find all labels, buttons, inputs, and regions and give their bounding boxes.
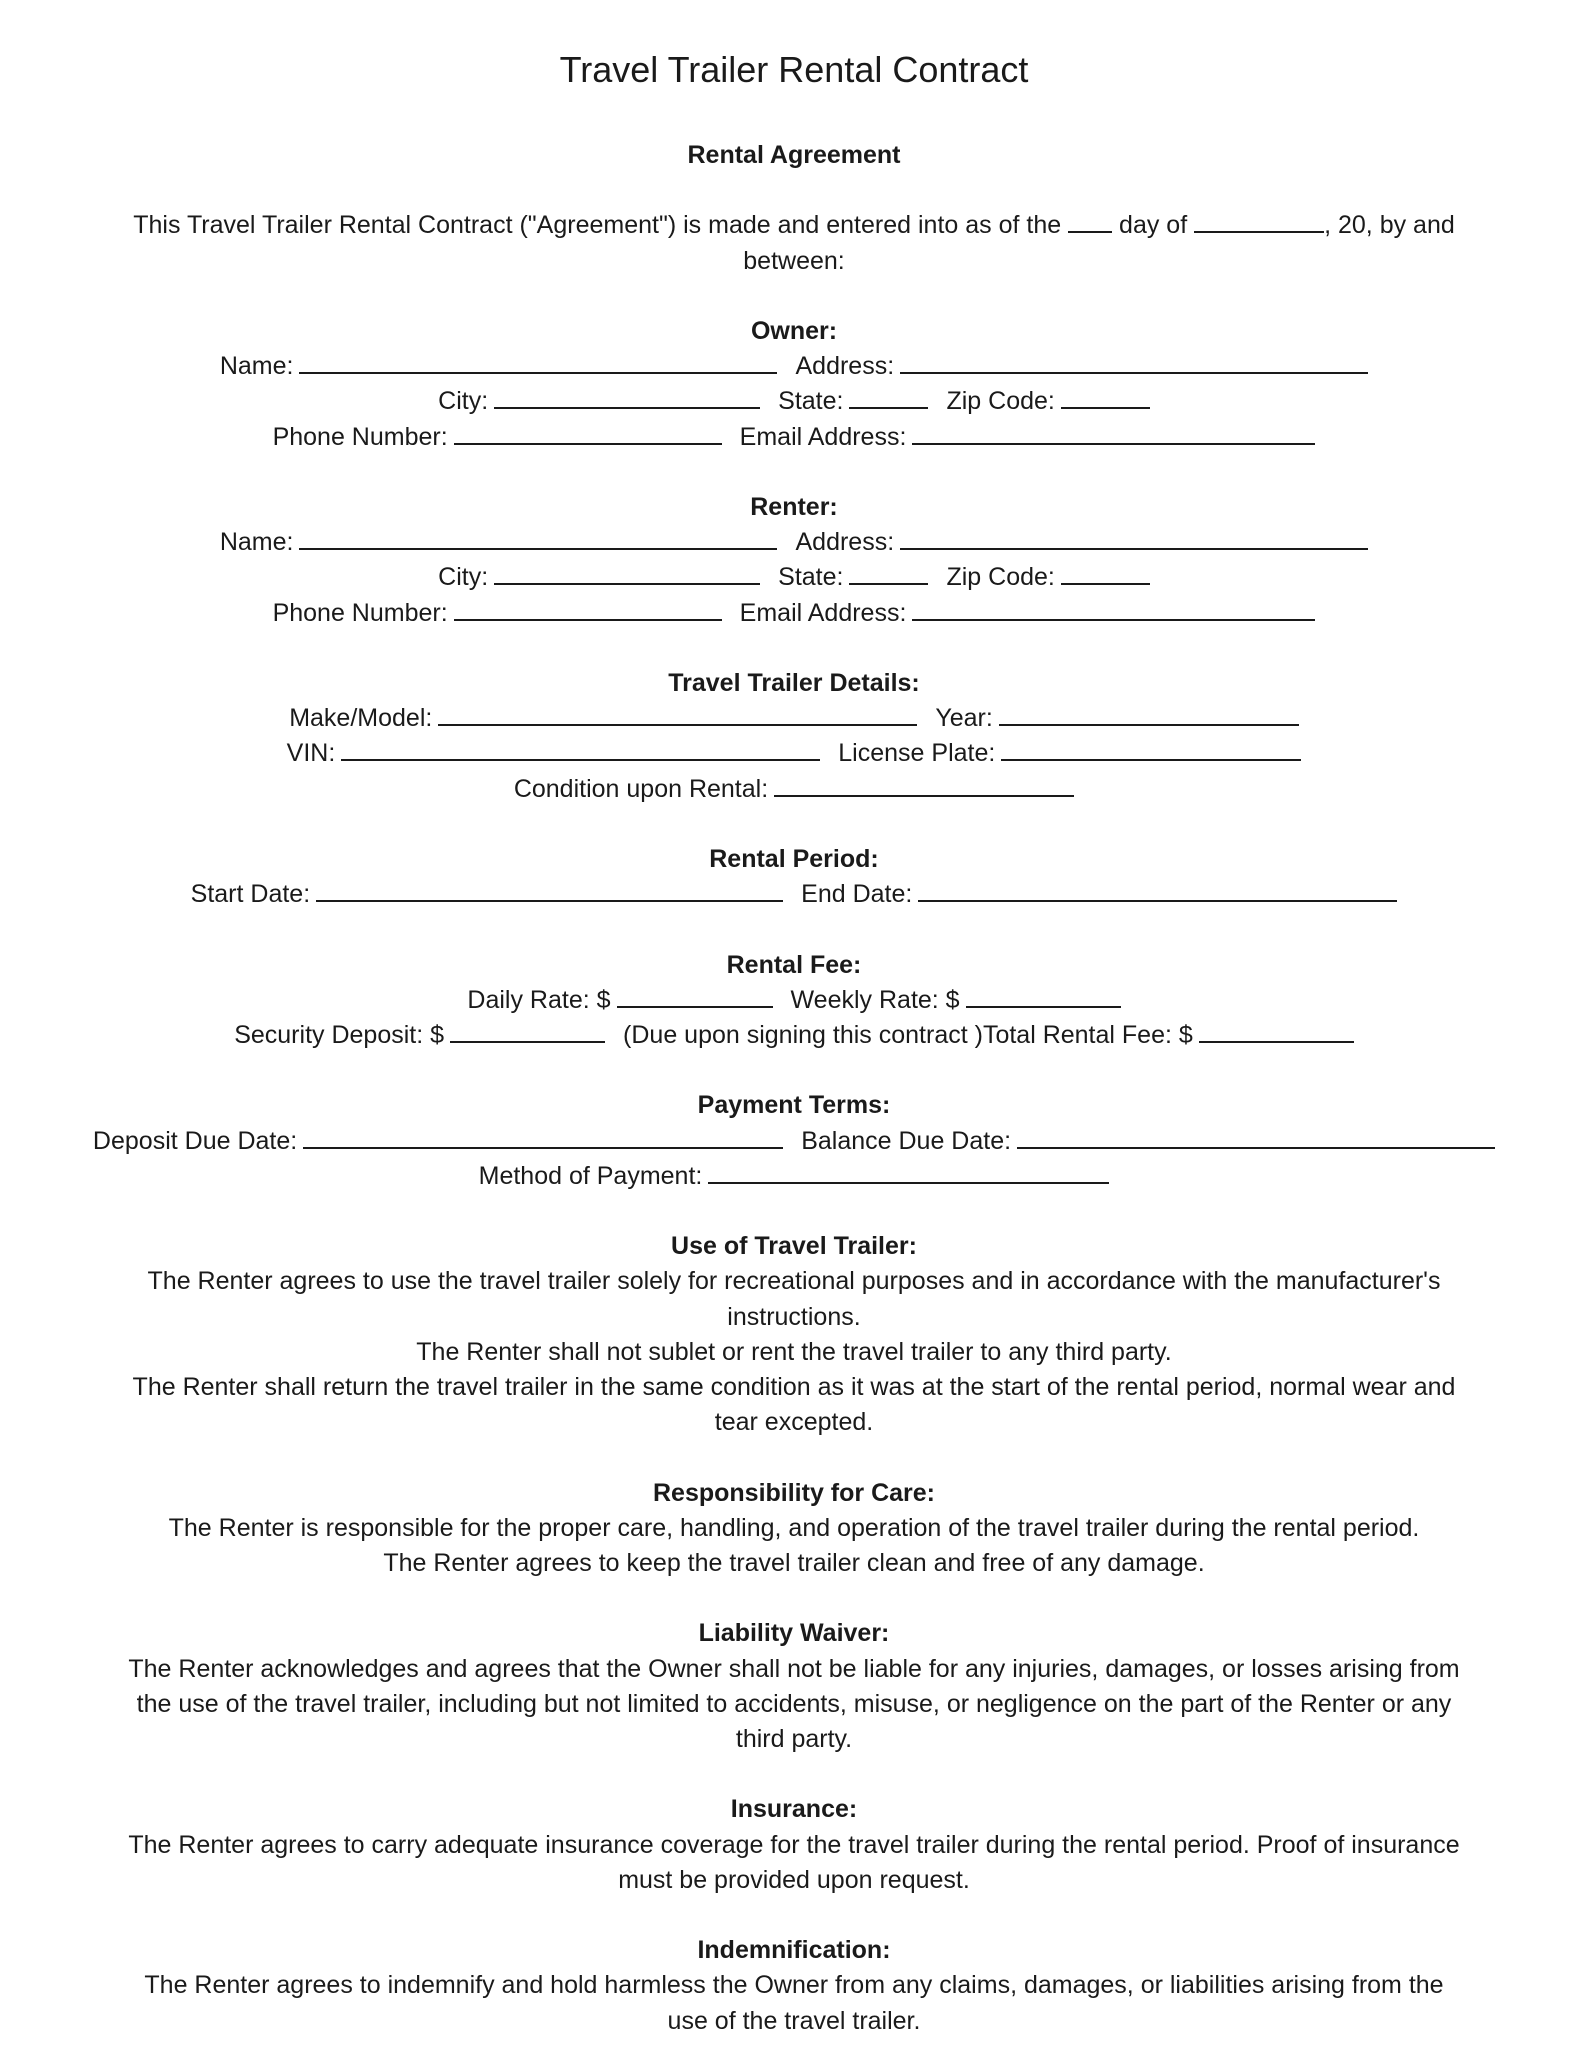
owner-zip-label: Zip Code: (946, 387, 1055, 416)
renter-email-blank[interactable] (912, 599, 1315, 621)
renter-zip-blank[interactable] (1061, 563, 1150, 585)
form-row (0, 701, 1588, 736)
clause-text: The Renter agrees to indemnify and hold harmless the Owner from any claims, damages, or liabilities arising from the (144, 1971, 1444, 2000)
form-row (0, 420, 1588, 455)
total-rental-fee-field (623, 1018, 1354, 1053)
renter-email-label: Email Address: (739, 598, 907, 627)
form-row (0, 983, 1588, 1018)
daily-rate-blank[interactable] (617, 986, 773, 1008)
clause-text: The Renter is responsible for the proper care, handling, and operation of the travel trailer during the rental period. (168, 1513, 1420, 1542)
daily-rate-label: Daily Rate: $ (467, 985, 611, 1014)
intro-line (0, 208, 1588, 243)
deposit-due-date-blank[interactable] (303, 1127, 783, 1149)
owner-phone-label: Phone Number: (272, 422, 448, 451)
section-heading: Insurance: (730, 1795, 858, 1824)
form-row (0, 349, 1588, 384)
form-row (0, 736, 1588, 771)
vin-field (287, 736, 821, 771)
clause-text: The Renter acknowledges and agrees that the Owner shall not be liable for any injuries, damages, or losses arising from (128, 1654, 1460, 1683)
day-blank[interactable] (1068, 211, 1112, 233)
total-rental-fee-label: (Due upon signing this contract )Total Rental Fee: $ (623, 1020, 1193, 1049)
owner-name-field (220, 349, 778, 384)
clause-text: The Renter shall not sublet or rent the travel trailer to any third party. (416, 1337, 1172, 1366)
owner-phone-blank[interactable] (454, 423, 722, 445)
section-heading: Use of Travel Trailer: (671, 1232, 917, 1261)
owner-state-blank[interactable] (849, 387, 928, 409)
renter-name-blank[interactable] (299, 528, 777, 550)
section-heading: Responsibility for Care: (653, 1478, 935, 1507)
renter-zip-label: Zip Code: (946, 563, 1055, 592)
owner-email-blank[interactable] (912, 423, 1315, 445)
clause-text: must be provided upon request. (618, 1865, 970, 1894)
year-field (935, 701, 1298, 736)
section-heading: Travel Trailer Details: (668, 668, 920, 697)
start-date-blank[interactable] (316, 880, 783, 902)
renter-city-label: City: (438, 563, 489, 592)
form-row (0, 596, 1588, 631)
section-heading: Liability Waiver: (698, 1619, 890, 1648)
owner-name-blank[interactable] (299, 352, 777, 374)
section-heading: Owner: (750, 316, 838, 345)
security-deposit-label: Security Deposit: $ (234, 1020, 445, 1049)
renter-city-blank[interactable] (494, 563, 760, 585)
balance-due-date-field (801, 1124, 1495, 1159)
renter-email-field (740, 596, 1316, 631)
vin-label: VIN: (286, 739, 336, 768)
section-heading: Renter: (750, 492, 838, 521)
owner-name-label: Name: (219, 352, 294, 381)
form-row (0, 1159, 1588, 1194)
owner-zip-field (946, 384, 1149, 419)
section-heading: Rental Fee: (726, 950, 862, 979)
section-heading: Payment Terms: (697, 1091, 891, 1120)
balance-due-date-blank[interactable] (1017, 1127, 1495, 1149)
license-plate-field (838, 736, 1301, 771)
deposit-due-date-label: Deposit Due Date: (92, 1126, 298, 1155)
renter-address-blank[interactable] (900, 528, 1368, 550)
weekly-rate-field (791, 983, 1121, 1018)
owner-city-field (438, 384, 760, 419)
condition-label: Condition upon Rental: (513, 774, 769, 803)
clause-text: tear excepted. (714, 1408, 874, 1437)
renter-state-field (778, 560, 928, 595)
start-date-label: Start Date: (190, 880, 311, 909)
license-plate-blank[interactable] (1001, 739, 1301, 761)
end-date-field (801, 877, 1397, 912)
clause-text: instructions. (727, 1302, 861, 1331)
daily-rate-field (467, 983, 772, 1018)
section-heading: Rental Period: (709, 844, 879, 873)
clause-text: use of the travel trailer. (667, 2006, 921, 2035)
renter-state-blank[interactable] (849, 563, 928, 585)
clause-text: the use of the travel trailer, including but not limited to accidents, misuse, or negligence on the part of the Renter or any (136, 1689, 1452, 1718)
document-title: Travel Trailer Rental Contract (559, 49, 1029, 90)
payment-method-blank[interactable] (708, 1162, 1109, 1184)
vin-blank[interactable] (341, 739, 820, 761)
clause-text: The Renter agrees to use the travel trailer solely for recreational purposes and in accordance with the manufacturer's (147, 1267, 1441, 1296)
start-date-field (191, 877, 784, 912)
owner-email-label: Email Address: (739, 422, 907, 451)
renter-phone-field (273, 596, 722, 631)
end-date-label: End Date: (801, 880, 913, 909)
month-blank[interactable] (1194, 211, 1324, 233)
renter-phone-blank[interactable] (454, 599, 722, 621)
form-row (0, 1124, 1588, 1159)
total-rental-fee-blank[interactable] (1199, 1021, 1354, 1043)
owner-phone-field (273, 420, 722, 455)
security-deposit-field (234, 1018, 605, 1053)
owner-city-label: City: (438, 387, 489, 416)
intro-line-2: between: (743, 246, 845, 275)
make-model-label: Make/Model: (289, 704, 433, 733)
clause-text: The Renter agrees to keep the travel trailer clean and free of any damage. (383, 1548, 1205, 1577)
form-row (0, 1018, 1588, 1053)
license-plate-label: License Plate: (838, 739, 996, 768)
section-heading: Indemnification: (697, 1936, 891, 1965)
owner-address-field (795, 349, 1368, 384)
clause-text: The Renter agrees to carry adequate insurance coverage for the travel trailer during the rental period. Proof of insurance (128, 1830, 1460, 1859)
owner-state-field (778, 384, 928, 419)
renter-address-field (795, 525, 1368, 560)
weekly-rate-blank[interactable] (966, 986, 1121, 1008)
year-blank[interactable] (999, 704, 1299, 726)
form-row (0, 384, 1588, 419)
make-model-blank[interactable] (438, 704, 917, 726)
make-model-field (289, 701, 917, 736)
payment-method-label: Method of Payment: (478, 1161, 703, 1190)
owner-city-blank[interactable] (494, 387, 760, 409)
renter-address-label: Address: (795, 528, 895, 557)
form-row (0, 560, 1588, 595)
payment-method-field (479, 1159, 1110, 1194)
owner-address-blank[interactable] (900, 352, 1368, 374)
owner-address-label: Address: (795, 352, 895, 381)
owner-email-field (740, 420, 1316, 455)
renter-state-label: State: (778, 563, 844, 592)
intro-text-3: , 20, by and (1324, 211, 1455, 240)
subtitle: Rental Agreement (687, 141, 901, 169)
form-row (0, 877, 1588, 912)
intro-text-1: This Travel Trailer Rental Contract ("Agreement") is made and entered into as of the (133, 211, 1062, 240)
condition-blank[interactable] (774, 775, 1074, 797)
form-row (0, 525, 1588, 560)
renter-name-label: Name: (219, 528, 294, 557)
renter-name-field (220, 525, 778, 560)
owner-zip-blank[interactable] (1061, 387, 1150, 409)
renter-zip-field (946, 560, 1149, 595)
owner-state-label: State: (778, 387, 844, 416)
renter-city-field (438, 560, 760, 595)
form-row (0, 772, 1588, 807)
security-deposit-blank[interactable] (450, 1021, 605, 1043)
year-label: Year: (935, 704, 993, 733)
end-date-blank[interactable] (918, 880, 1397, 902)
balance-due-date-label: Balance Due Date: (801, 1126, 1012, 1155)
renter-phone-label: Phone Number: (272, 598, 448, 627)
deposit-due-date-field (93, 1124, 783, 1159)
clause-text: third party. (735, 1724, 853, 1753)
weekly-rate-label: Weekly Rate: $ (790, 985, 960, 1014)
clause-text: The Renter shall return the travel trailer in the same condition as it was at the start of the rental period, normal wear and (132, 1372, 1456, 1401)
intro-text-2: day of (1119, 211, 1188, 240)
condition-field (514, 772, 1074, 807)
